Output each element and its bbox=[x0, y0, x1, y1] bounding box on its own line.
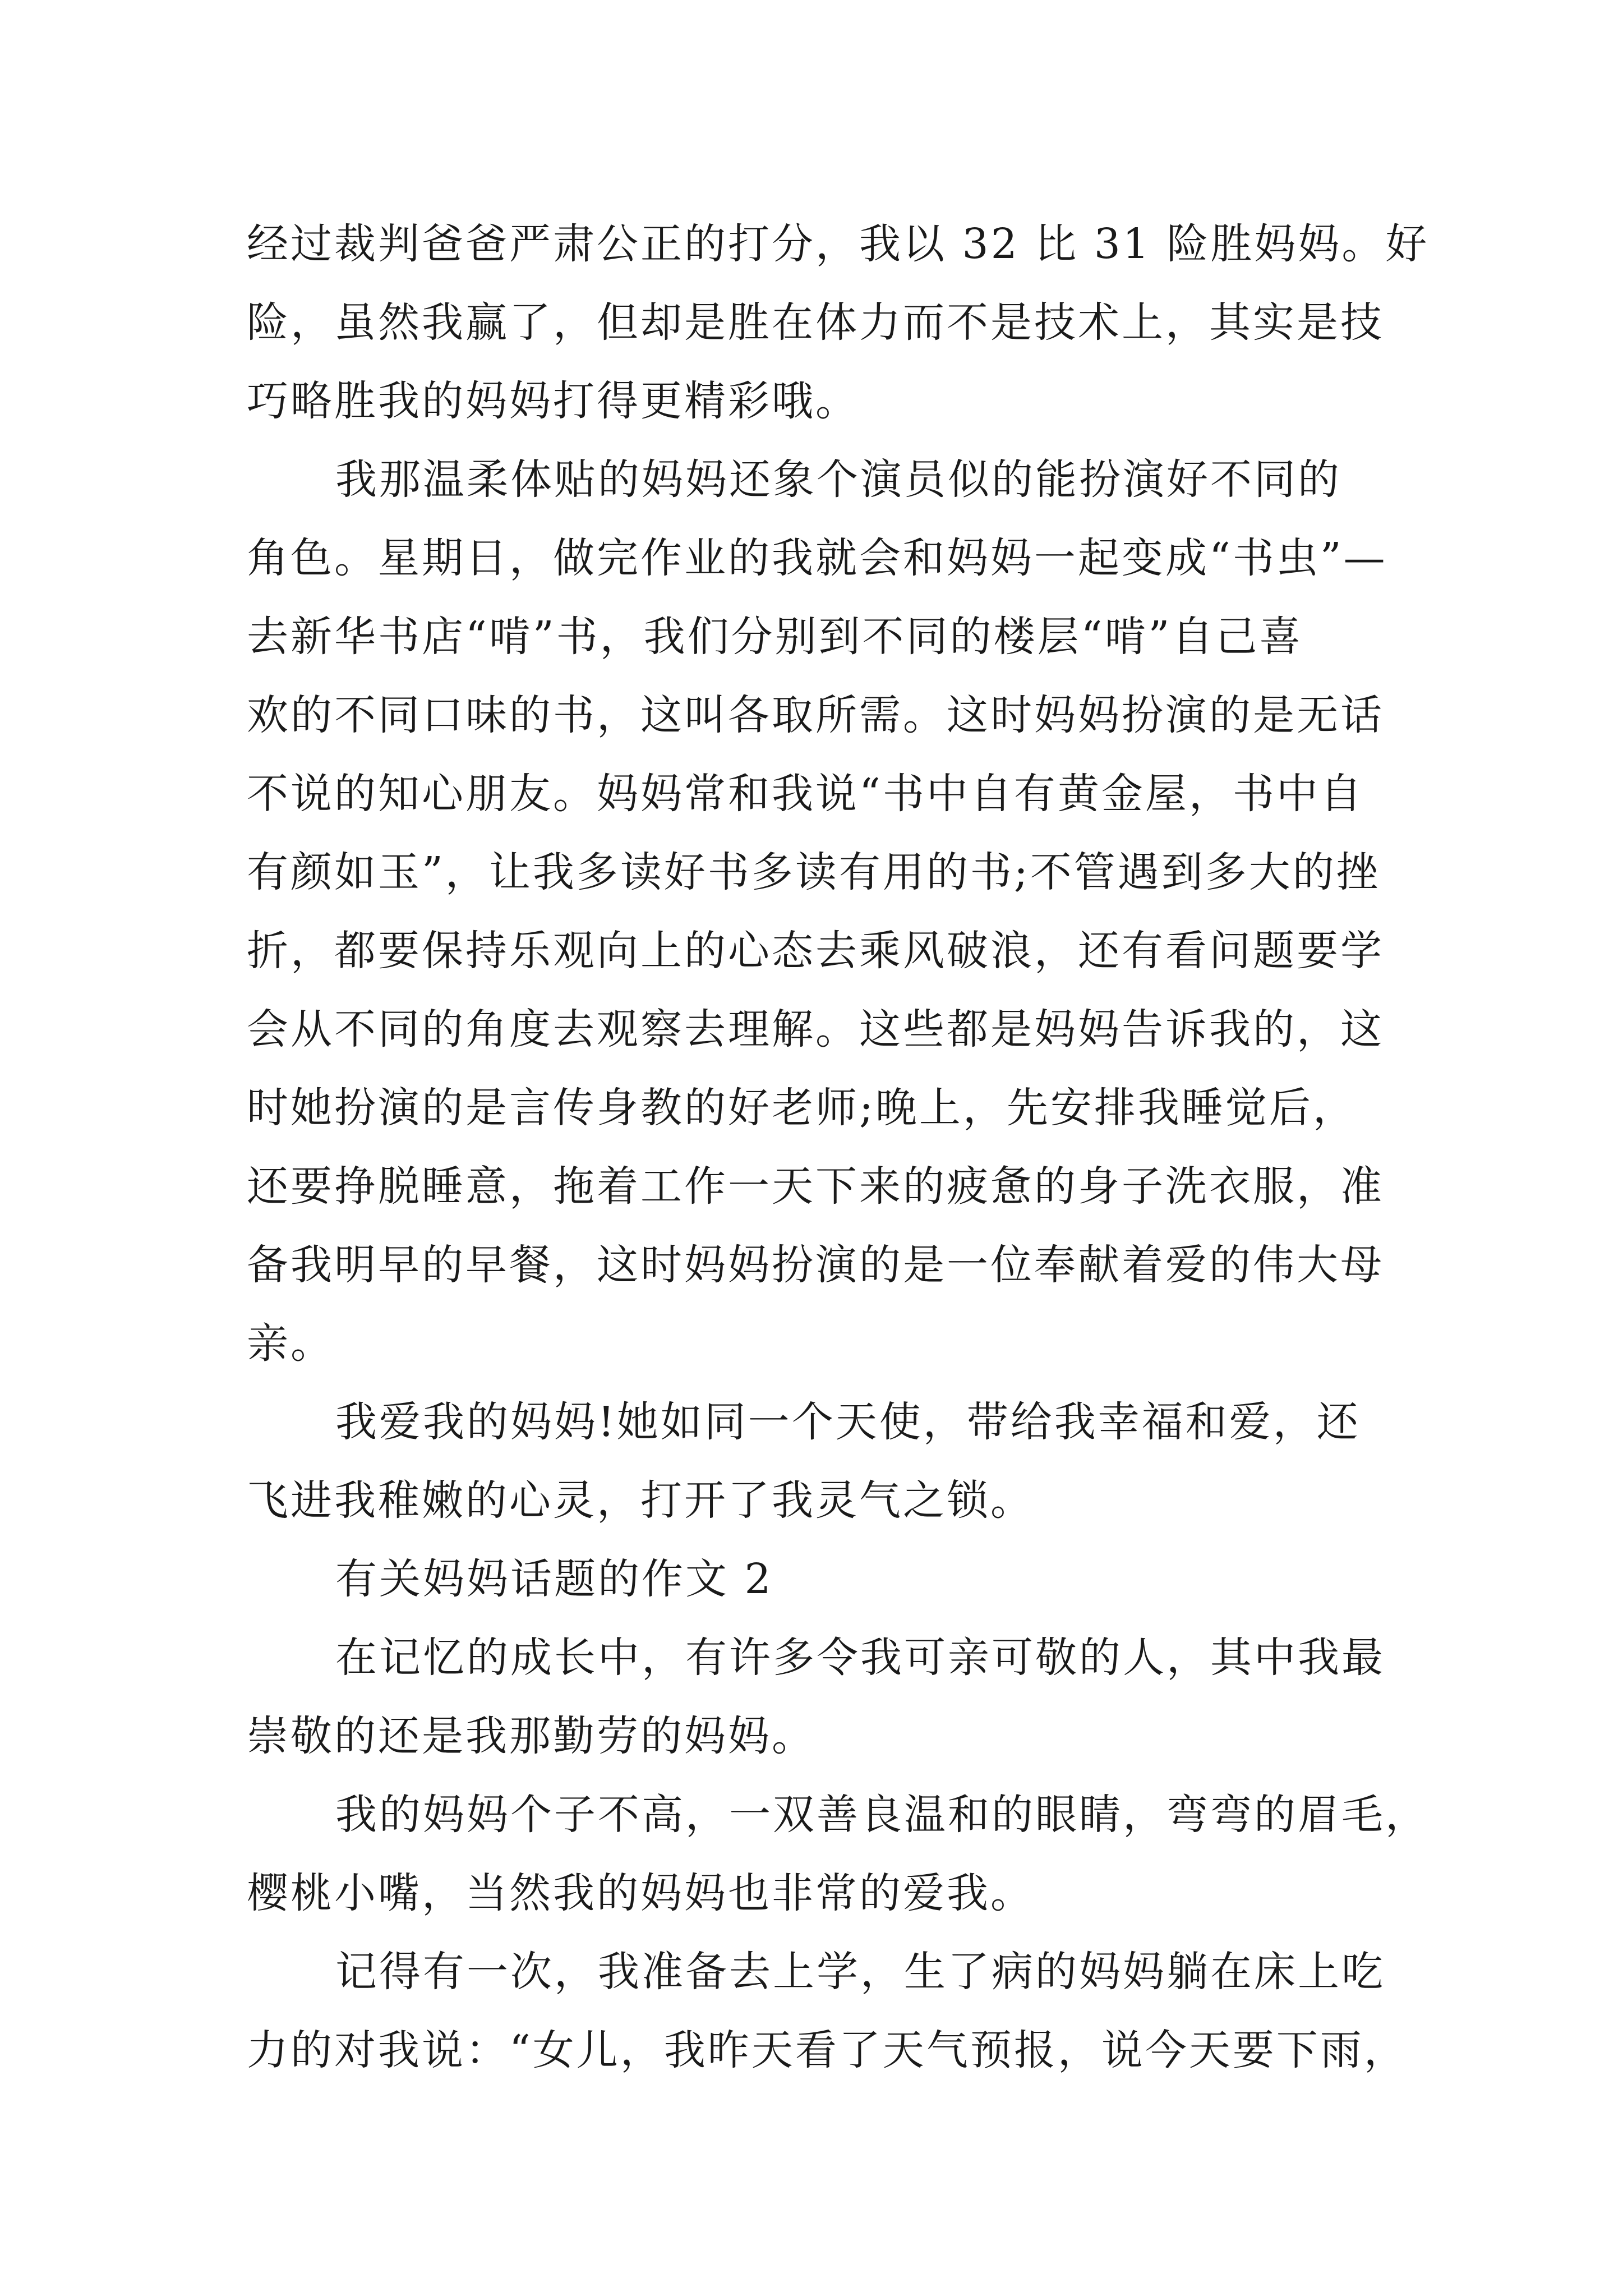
paragraph-first-line: 我的妈妈个子不高，一双善良温和的眼睛，弯弯的眉毛， bbox=[335, 1791, 1429, 1839]
text-line: 不说的知心朋友。妈妈常和我说“书中自有黄金屋，书中自 bbox=[247, 770, 1364, 818]
text-line: 险，虽然我赢了，但却是胜在体力而不是技术上，其实是技 bbox=[247, 298, 1384, 347]
text-line: 备我明早的早餐，这时妈妈扮演的是一位奉献着爱的伟大母 bbox=[247, 1241, 1384, 1289]
text-line: 还要挣脱睡意，拖着工作一天下来的疲惫的身子洗衣服，准 bbox=[247, 1162, 1384, 1211]
text-line: 折，都要保持乐观向上的心态去乘风破浪，还有看问题要学 bbox=[247, 927, 1384, 975]
paragraph-first-line: 我那温柔体贴的妈妈还象个演员似的能扮演好不同的 bbox=[335, 455, 1341, 504]
text-line: 欢的不同口味的书，这叫各取所需。这时妈妈扮演的是无话 bbox=[247, 691, 1384, 739]
section-heading: 有关妈妈话题的作文 2 bbox=[335, 1555, 773, 1603]
text-line: 有颜如玉”，让我多读好书多读有用的书;不管遇到多大的挫 bbox=[247, 848, 1380, 896]
text-line: 力的对我说：“女儿，我昨天看了天气预报，说今天要下雨， bbox=[247, 2026, 1408, 2074]
text-line: 樱桃小嘴，当然我的妈妈也非常的爱我。 bbox=[247, 1869, 1034, 1917]
text-line: 崇敬的还是我那勤劳的妈妈。 bbox=[247, 1712, 815, 1760]
paragraph-first-line: 我爱我的妈妈!她如同一个天使，带给我幸福和爱，还 bbox=[335, 1398, 1361, 1446]
text-line: 经过裁判爸爸严肃公正的打分，我以 32 比 31 险胜妈妈。好 bbox=[247, 220, 1430, 268]
text-line: 会从不同的角度去观察去理解。这些都是妈妈告诉我的，这 bbox=[247, 1005, 1384, 1053]
text-line: 巧略胜我的妈妈打得更精彩哦。 bbox=[247, 377, 859, 425]
paragraph-first-line: 在记忆的成长中，有许多令我可亲可敬的人，其中我最 bbox=[335, 1634, 1385, 1682]
text-line: 飞进我稚嫩的心灵，打开了我灵气之锁。 bbox=[247, 1476, 1034, 1525]
text-line: 去新华书店“啃”书，我们分别到不同的楼层“啃”自己喜 bbox=[247, 613, 1303, 661]
paragraph-first-line: 记得有一次，我准备去上学，生了病的妈妈躺在床上吃 bbox=[335, 1948, 1385, 1996]
text-line: 亲。 bbox=[247, 1319, 334, 1368]
text-line: 角色。星期日，做完作业的我就会和妈妈一起变成“书虫”— bbox=[247, 534, 1387, 582]
text-line: 时她扮演的是言传身教的好老师;晚上，先安排我睡觉后， bbox=[247, 1084, 1357, 1132]
